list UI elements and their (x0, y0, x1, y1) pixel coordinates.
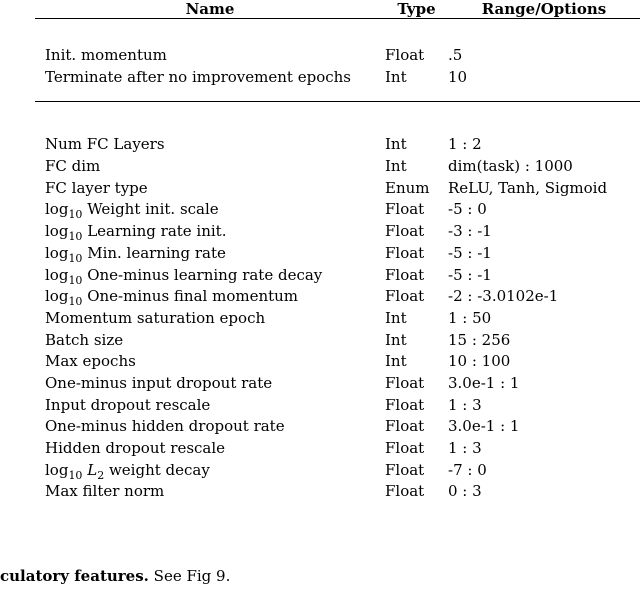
param-type: Int (385, 67, 407, 86)
table-row (35, 351, 640, 373)
hyperparameter-table (35, 0, 640, 503)
param-range: ReLU, Tanh, Sigmoid (448, 178, 608, 197)
table-row (35, 134, 640, 156)
param-range: 0 : 3 (448, 482, 482, 501)
param-type: Float (385, 439, 425, 457)
param-type: Int (385, 135, 407, 154)
param-type: Float (385, 460, 425, 479)
param-type: Float (385, 243, 425, 262)
table-header-row (35, 1, 640, 18)
param-name: Batch size (45, 330, 124, 349)
param-type: Float (385, 200, 425, 219)
param-range: -3 : -1 (448, 222, 492, 241)
column-header-range: Range/Options (481, 0, 607, 18)
param-name: One-minus hidden dropout rate (45, 417, 285, 436)
column-header-name: Name (185, 0, 235, 18)
table-row (35, 156, 640, 178)
table-row (35, 438, 640, 460)
table-section-general (35, 45, 640, 88)
param-range: 3.0e-1 : 1 (448, 417, 520, 436)
param-range: -2 : -3.0102e-1 (448, 287, 559, 306)
param-type: Float (385, 373, 425, 392)
param-name: Init. momentum (45, 46, 167, 64)
param-type: Enum (385, 178, 430, 197)
table-row (35, 199, 640, 221)
param-range: -7 : 0 (448, 460, 487, 479)
table-row (35, 45, 640, 67)
figure-caption (0, 566, 230, 586)
param-range: 10 (448, 67, 468, 86)
table-row (35, 265, 640, 287)
table-row (35, 416, 640, 438)
param-type: Float (385, 265, 425, 284)
caption-rest-text: See Fig 9. (148, 567, 231, 585)
param-name: Terminate after no improvement epochs (45, 67, 351, 86)
param-range: 1 : 50 (448, 308, 492, 327)
table-row (35, 221, 640, 243)
table-row (35, 373, 640, 395)
table-row (35, 481, 640, 503)
table-row (35, 395, 640, 417)
param-name: $\log_{10}$ One-minus learning rate decay (45, 265, 323, 287)
param-range: 1 : 3 (448, 395, 482, 414)
param-name: Hidden dropout rescale (45, 439, 226, 457)
param-name: Momentum saturation epoch (45, 308, 266, 327)
param-type: Float (385, 482, 425, 501)
param-range: -5 : -1 (448, 243, 492, 262)
param-type: Int (385, 308, 407, 327)
param-name: One-minus input dropout rate (45, 373, 273, 392)
param-name: Max epochs (45, 352, 136, 371)
param-type: Float (385, 417, 425, 436)
param-name: Max filter norm (45, 482, 165, 501)
table-row (35, 178, 640, 200)
param-type: Float (385, 222, 425, 241)
param-type: Int (385, 330, 407, 349)
param-name: $\log_{10}$ Min. learning rate (45, 243, 226, 265)
table-section-fc-params (35, 134, 640, 503)
param-name: $\log_{10}$ Weight init. scale (45, 200, 219, 222)
param-range: 1 : 2 (448, 135, 482, 154)
param-range: .5 (448, 46, 463, 64)
column-header-type: Type (397, 0, 436, 18)
param-range: 3.0e-1 : 1 (448, 373, 520, 392)
param-name: Num FC Layers (45, 135, 165, 154)
table-row (35, 330, 640, 352)
param-range: -5 : -1 (448, 265, 492, 284)
param-range: 1 : 3 (448, 439, 482, 457)
table-row (35, 460, 640, 482)
param-name: $\log_{10}$ One-minus final momentum (45, 287, 299, 309)
table-rule-header (35, 18, 640, 19)
param-range: 10 : 100 (448, 352, 511, 371)
param-range: -5 : 0 (448, 200, 487, 219)
param-type: Int (385, 352, 407, 371)
param-range: 15 : 256 (448, 330, 511, 349)
param-name: FC layer type (45, 178, 148, 197)
param-type: Int (385, 157, 407, 176)
table-row (35, 308, 640, 330)
table-row (35, 243, 640, 265)
param-name: Input dropout rescale (45, 395, 211, 414)
caption-bold-text: culatory features. (0, 567, 149, 585)
table-rule-middle (35, 101, 640, 102)
param-name: FC dim (45, 157, 101, 176)
param-name: $\log_{10} L_2$ weight decay (45, 460, 210, 482)
param-type: Float (385, 287, 425, 306)
param-range: dim(task) : 1000 (448, 157, 573, 176)
table-row (35, 67, 640, 89)
param-type: Float (385, 395, 425, 414)
table-row (35, 286, 640, 308)
param-type: Float (385, 46, 425, 64)
param-name: $\log_{10}$ Learning rate init. (45, 222, 227, 244)
